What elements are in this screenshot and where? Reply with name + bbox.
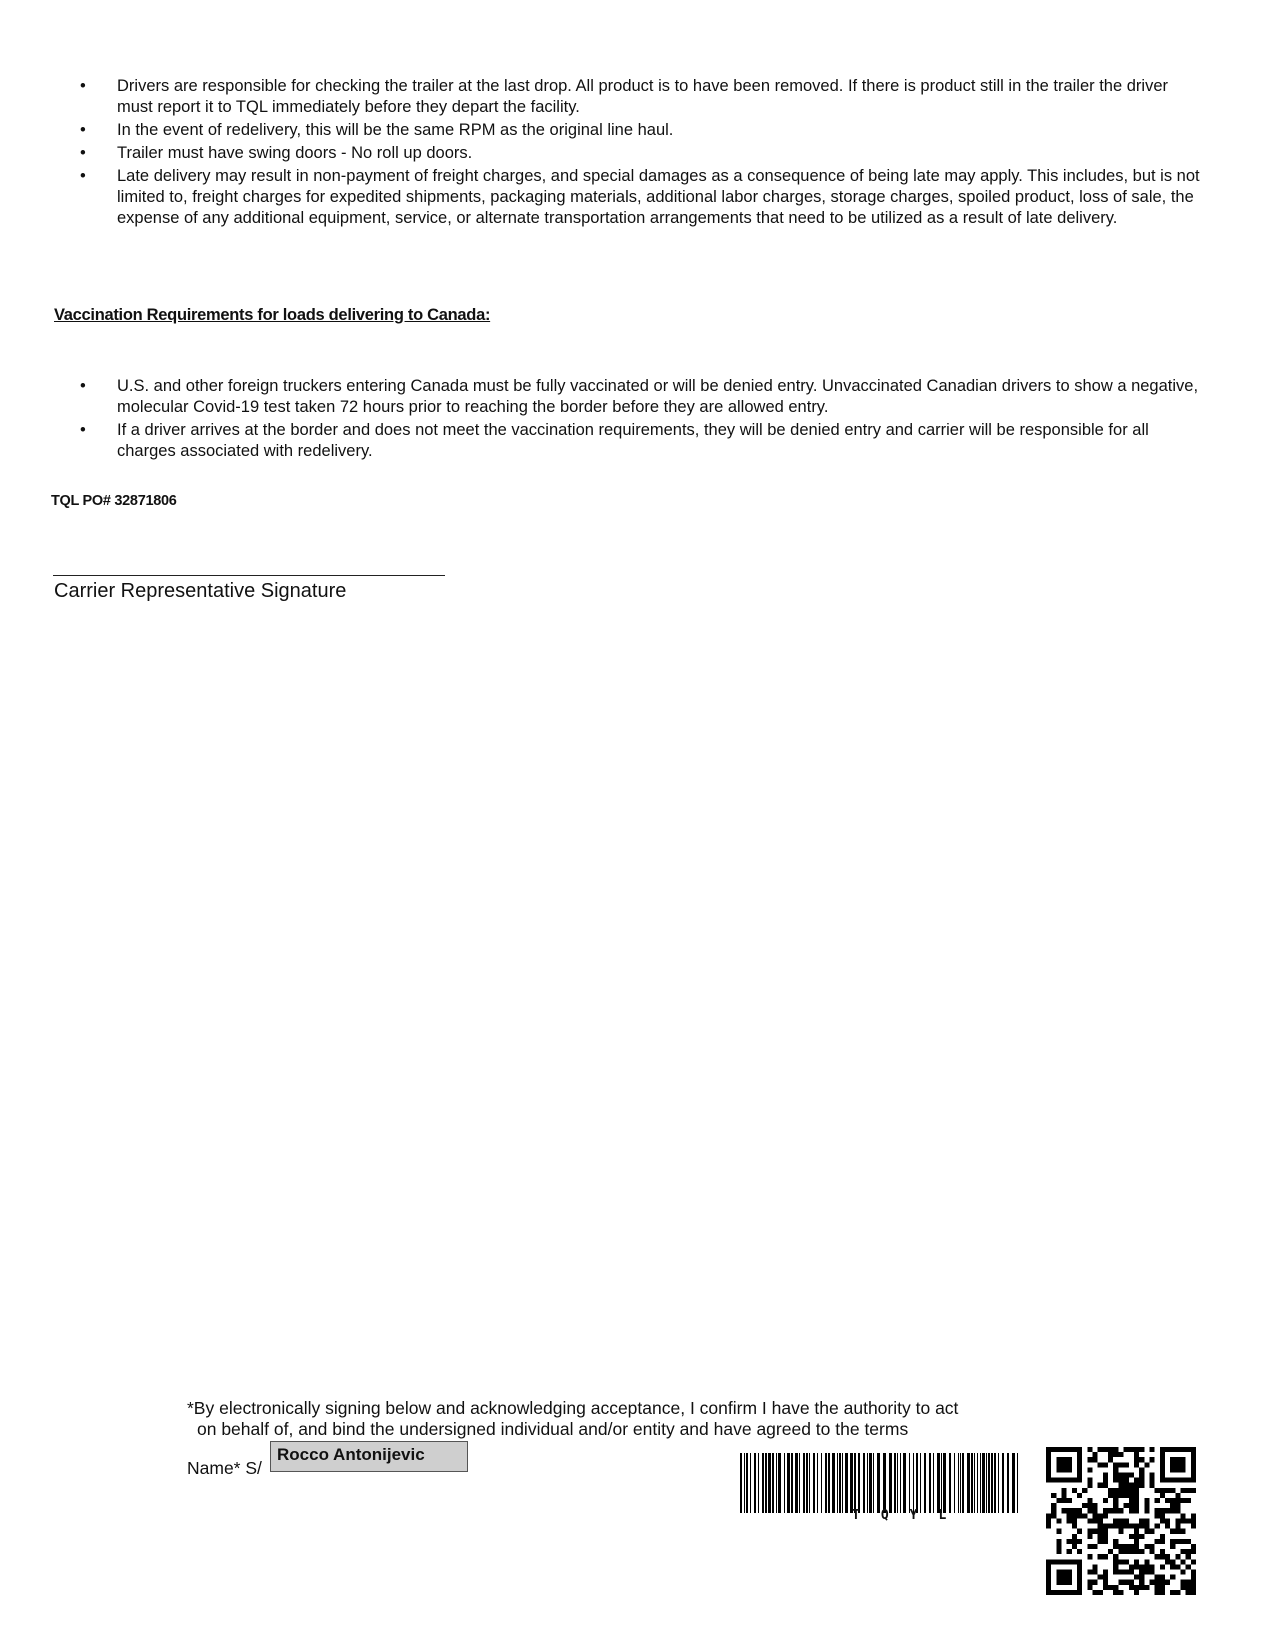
terms-list (80, 76, 1200, 231)
esign-line-2: on behalf of, and bind the undersigned individual and/or entity and have agreed to the terms (197, 1419, 909, 1439)
bullet-glyph: • (80, 421, 86, 439)
vaccination-heading: Vaccination Requirements for loads delivering to Canada: (54, 306, 491, 324)
barcode-icon (740, 1453, 1020, 1513)
barcode-text: TQYL (852, 1508, 968, 1523)
qr-code-icon (1046, 1447, 1196, 1595)
list-item (80, 376, 1200, 418)
bullet-glyph: • (80, 77, 86, 95)
bullet-glyph: • (80, 167, 86, 185)
po-number: TQL PO# 32871806 (51, 493, 177, 509)
term-text: In the event of redelivery, this will be the same RPM as the original line haul. (117, 121, 674, 139)
term-text: Late delivery may result in non-payment of freight charges, and special damages as a consequence of being late may apply. This includes, but is not limited to, freight charges for expedited shipments, packaging materials, additional labor charges, storage charges, spoiled product, loss of sale, the expense of any additional equipment, service, or alternate transportation arrangements that need to be utilized as a result of late delivery. (117, 167, 1200, 227)
list-item (80, 76, 1200, 118)
vaccination-list (80, 376, 1200, 464)
term-text: Trailer must have swing doors - No roll up doors. (117, 144, 473, 162)
bullet-glyph: • (80, 121, 86, 139)
bullet-glyph: • (80, 144, 86, 162)
name-field[interactable]: Rocco Antonijevic (270, 1441, 468, 1472)
signature-line (53, 575, 445, 576)
term-text: Drivers are responsible for checking the trailer at the last drop. All product is to have been removed. If there is product still in the trailer the driver must report it to TQL immediately before they depart the facility. (117, 77, 1169, 116)
list-item (80, 143, 1200, 164)
requirement-text: U.S. and other foreign truckers entering Canada must be fully vaccinated or will be denied entry. Unvaccinated Canadian drivers to show a negative, molecular Covid-19 test taken 72 hours prior to reaching the border before they are allowed entry. (117, 377, 1199, 416)
list-item (80, 166, 1200, 229)
esign-disclaimer (187, 1398, 958, 1440)
esign-line-1: *By electronically signing below and acknowledging acceptance, I confirm I have the authority to act (187, 1398, 959, 1418)
list-item (80, 420, 1200, 462)
name-label: Name* S/ (187, 1458, 262, 1478)
requirement-text: If a driver arrives at the border and does not meet the vaccination requirements, they will be denied entry and carrier will be responsible for all charges associated with redelivery. (117, 421, 1149, 460)
signature-label: Carrier Representative Signature (54, 580, 347, 602)
list-item (80, 120, 1200, 141)
bullet-glyph: • (80, 377, 86, 395)
